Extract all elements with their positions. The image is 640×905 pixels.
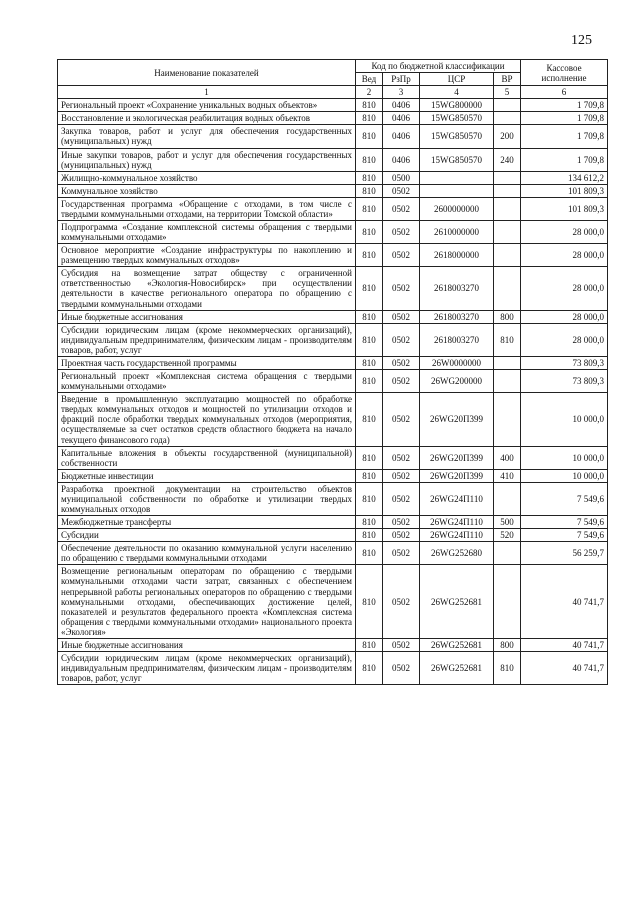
row-vr bbox=[494, 221, 521, 244]
row-vr: 500 bbox=[494, 516, 521, 529]
row-vr: 400 bbox=[494, 446, 521, 469]
table-row bbox=[58, 112, 608, 125]
table-row bbox=[58, 148, 608, 171]
row-vr bbox=[494, 482, 521, 515]
row-name: Капитальные вложения в объекты государственной (муниципальной) собственности bbox=[58, 446, 356, 469]
row-rzpr: 0406 bbox=[383, 99, 420, 112]
row-vr bbox=[494, 244, 521, 267]
row-rzpr: 0502 bbox=[383, 184, 420, 197]
row-amount: 1 709,8 bbox=[521, 148, 608, 171]
row-rzpr: 0502 bbox=[383, 529, 420, 542]
row-name: Подпрограмма «Создание комплексной системы обращения с твердыми коммунальными отходами» bbox=[58, 221, 356, 244]
row-vr bbox=[494, 370, 521, 393]
header-rzpr: РзПр bbox=[383, 73, 420, 86]
row-ved: 810 bbox=[356, 446, 383, 469]
row-name: Субсидии bbox=[58, 529, 356, 542]
row-ved: 810 bbox=[356, 112, 383, 125]
row-name: Иные закупки товаров, работ и услуг для обеспечения государственных (муниципальных) нужд bbox=[58, 148, 356, 171]
row-amount: 40 741,7 bbox=[521, 638, 608, 651]
page-number: 125 bbox=[571, 33, 592, 48]
row-name: Субсидия на возмещение затрат обществу с ограниченной ответственностью «Экология-Новосибирск» при осуществлении деятельности в качестве регионального оператора по обращению с твердыми коммунальными отходами bbox=[58, 267, 356, 310]
row-rzpr: 0502 bbox=[383, 221, 420, 244]
row-ved: 810 bbox=[356, 638, 383, 651]
row-vr: 810 bbox=[494, 323, 521, 356]
row-amount: 28 000,0 bbox=[521, 267, 608, 310]
row-rzpr: 0406 bbox=[383, 112, 420, 125]
row-name: Государственная программа «Обращение с отходами, в том числе с твердыми коммунальными отходами, на территории Томской области» bbox=[58, 197, 356, 220]
row-csr: 26W0000000 bbox=[420, 356, 494, 369]
row-rzpr: 0502 bbox=[383, 516, 420, 529]
row-vr bbox=[494, 184, 521, 197]
row-name: Жилищно-коммунальное хозяйство bbox=[58, 171, 356, 184]
header-csr: ЦСР bbox=[420, 73, 494, 86]
row-name: Иные бюджетные ассигнования bbox=[58, 310, 356, 323]
row-ved: 810 bbox=[356, 393, 383, 446]
row-ved: 810 bbox=[356, 482, 383, 515]
header-cash: Кассовое исполнение bbox=[521, 60, 608, 86]
budget-table bbox=[57, 59, 608, 685]
table-row bbox=[58, 244, 608, 267]
row-vr bbox=[494, 112, 521, 125]
header-name: Наименование показателей bbox=[58, 60, 356, 86]
table-row bbox=[58, 542, 608, 565]
row-name: Обеспечение деятельности по оказанию коммунальной услуги населению по обращению с твердыми коммунальными отходами bbox=[58, 542, 356, 565]
table-row bbox=[58, 356, 608, 369]
column-number: 1 bbox=[58, 86, 356, 99]
row-amount: 40 741,7 bbox=[521, 565, 608, 639]
row-amount: 7 549,6 bbox=[521, 482, 608, 515]
row-vr: 800 bbox=[494, 310, 521, 323]
row-csr: 15WG850570 bbox=[420, 148, 494, 171]
row-ved: 810 bbox=[356, 323, 383, 356]
row-name: Субсидии юридическим лицам (кроме некоммерческих организаций), индивидуальным предпринимателям, физическим лицам - производителям товаров, работ, услуг bbox=[58, 651, 356, 684]
row-rzpr: 0502 bbox=[383, 393, 420, 446]
row-ved: 810 bbox=[356, 125, 383, 148]
row-csr: 26WG252680 bbox=[420, 542, 494, 565]
row-ved: 810 bbox=[356, 171, 383, 184]
row-rzpr: 0502 bbox=[383, 565, 420, 639]
row-vr: 810 bbox=[494, 651, 521, 684]
row-name: Восстановление и экологическая реабилитация водных объектов bbox=[58, 112, 356, 125]
column-number: 6 bbox=[521, 86, 608, 99]
row-ved: 810 bbox=[356, 529, 383, 542]
table-row bbox=[58, 184, 608, 197]
row-name: Иные бюджетные ассигнования bbox=[58, 638, 356, 651]
row-rzpr: 0502 bbox=[383, 446, 420, 469]
row-name: Основное мероприятие «Создание инфраструктуры по накоплению и размещению твердых коммунальных отходов» bbox=[58, 244, 356, 267]
table-row bbox=[58, 221, 608, 244]
column-number: 4 bbox=[420, 86, 494, 99]
row-rzpr: 0502 bbox=[383, 370, 420, 393]
table-row bbox=[58, 370, 608, 393]
row-name: Региональный проект «Сохранение уникальных водных объектов» bbox=[58, 99, 356, 112]
table-row bbox=[58, 267, 608, 310]
row-amount: 56 259,7 bbox=[521, 542, 608, 565]
row-rzpr: 0502 bbox=[383, 310, 420, 323]
row-amount: 101 809,3 bbox=[521, 184, 608, 197]
column-number: 2 bbox=[356, 86, 383, 99]
row-name: Введение в промышленную эксплуатацию мощностей по обработке твердых коммунальных отходов и мощностей по утилизации отходов и фракций после обработки твердых коммунальных отходов (мероприятия, осуществляемые за счет остатков средств областного бюджета на начало текущего финансового года) bbox=[58, 393, 356, 446]
row-csr: 26WG24П110 bbox=[420, 482, 494, 515]
row-name: Межбюджетные трансферты bbox=[58, 516, 356, 529]
row-amount: 73 809,3 bbox=[521, 370, 608, 393]
row-amount: 28 000,0 bbox=[521, 221, 608, 244]
row-csr: 2600000000 bbox=[420, 197, 494, 220]
row-vr: 240 bbox=[494, 148, 521, 171]
row-csr: 2610000000 bbox=[420, 221, 494, 244]
table-row bbox=[58, 565, 608, 639]
table-row bbox=[58, 529, 608, 542]
row-ved: 810 bbox=[356, 267, 383, 310]
table-row bbox=[58, 516, 608, 529]
row-ved: 810 bbox=[356, 244, 383, 267]
row-vr bbox=[494, 99, 521, 112]
row-name: Закупка товаров, работ и услуг для обеспечения государственных (муниципальных) нужд bbox=[58, 125, 356, 148]
column-number: 5 bbox=[494, 86, 521, 99]
row-amount: 101 809,3 bbox=[521, 197, 608, 220]
row-amount: 134 612,2 bbox=[521, 171, 608, 184]
row-rzpr: 0406 bbox=[383, 125, 420, 148]
row-rzpr: 0502 bbox=[383, 542, 420, 565]
row-amount: 10 000,0 bbox=[521, 393, 608, 446]
row-ved: 810 bbox=[356, 516, 383, 529]
row-ved: 810 bbox=[356, 184, 383, 197]
table-row bbox=[58, 125, 608, 148]
table-row bbox=[58, 638, 608, 651]
row-csr: 26WG20П399 bbox=[420, 393, 494, 446]
row-amount: 28 000,0 bbox=[521, 244, 608, 267]
row-rzpr: 0502 bbox=[383, 244, 420, 267]
row-ved: 810 bbox=[356, 99, 383, 112]
row-csr bbox=[420, 184, 494, 197]
row-amount: 1 709,8 bbox=[521, 112, 608, 125]
row-vr bbox=[494, 267, 521, 310]
row-name: Разработка проектной документации на строительство объектов муниципальной собственности по обработке и утилизации твердых коммунальных отходов bbox=[58, 482, 356, 515]
row-amount: 10 000,0 bbox=[521, 469, 608, 482]
row-rzpr: 0500 bbox=[383, 171, 420, 184]
row-csr: 26WG252681 bbox=[420, 651, 494, 684]
header-code-group: Код по бюджетной классификации bbox=[356, 60, 521, 73]
row-name: Субсидии юридическим лицам (кроме некоммерческих организаций), индивидуальным предпринимателям, физическим лицам - производителям товаров, работ, услуг bbox=[58, 323, 356, 356]
row-name: Коммунальное хозяйство bbox=[58, 184, 356, 197]
row-vr bbox=[494, 171, 521, 184]
row-vr: 200 bbox=[494, 125, 521, 148]
table-row bbox=[58, 197, 608, 220]
row-ved: 810 bbox=[356, 565, 383, 639]
row-csr: 2618003270 bbox=[420, 310, 494, 323]
row-ved: 810 bbox=[356, 542, 383, 565]
row-csr: 2618000000 bbox=[420, 244, 494, 267]
row-amount: 7 549,6 bbox=[521, 516, 608, 529]
row-csr: 15WG850570 bbox=[420, 125, 494, 148]
row-amount: 1 709,8 bbox=[521, 125, 608, 148]
table-row bbox=[58, 393, 608, 446]
row-csr: 26WG252681 bbox=[420, 565, 494, 639]
row-ved: 810 bbox=[356, 356, 383, 369]
row-amount: 28 000,0 bbox=[521, 323, 608, 356]
row-name: Возмещение региональным операторам по обращению с твердыми коммунальными отходами части затрат, связанных с обеспечением непрерывной работы региональных операторов по обращению с твердыми коммунальными отходами, обеспечивающих достижение целей, показателей и результатов федерального проекта «Комплексная система обращения с твердыми коммунальными отходами» национального проекта «Экология» bbox=[58, 565, 356, 639]
row-csr bbox=[420, 171, 494, 184]
row-amount: 7 549,6 bbox=[521, 529, 608, 542]
row-csr: 26WG20П399 bbox=[420, 469, 494, 482]
row-ved: 810 bbox=[356, 148, 383, 171]
table-row bbox=[58, 651, 608, 684]
table-row bbox=[58, 482, 608, 515]
row-rzpr: 0502 bbox=[383, 267, 420, 310]
row-ved: 810 bbox=[356, 310, 383, 323]
row-rzpr: 0406 bbox=[383, 148, 420, 171]
row-csr: 26WG24П110 bbox=[420, 516, 494, 529]
row-vr bbox=[494, 542, 521, 565]
table-row bbox=[58, 469, 608, 482]
header-vr: ВР bbox=[494, 73, 521, 86]
row-csr: 26WG200000 bbox=[420, 370, 494, 393]
row-ved: 810 bbox=[356, 370, 383, 393]
row-name: Проектная часть государственной программы bbox=[58, 356, 356, 369]
row-csr: 26WG24П110 bbox=[420, 529, 494, 542]
row-ved: 810 bbox=[356, 197, 383, 220]
header-ved: Вед bbox=[356, 73, 383, 86]
row-vr bbox=[494, 197, 521, 220]
row-vr bbox=[494, 356, 521, 369]
row-csr: 15WG850570 bbox=[420, 112, 494, 125]
row-vr: 520 bbox=[494, 529, 521, 542]
row-rzpr: 0502 bbox=[383, 638, 420, 651]
row-name: Региональный проект «Комплексная система обращения с твердыми коммунальными отходами» bbox=[58, 370, 356, 393]
row-csr: 2618003270 bbox=[420, 323, 494, 356]
row-rzpr: 0502 bbox=[383, 356, 420, 369]
row-ved: 810 bbox=[356, 221, 383, 244]
row-amount: 10 000,0 bbox=[521, 446, 608, 469]
row-ved: 810 bbox=[356, 651, 383, 684]
row-vr bbox=[494, 565, 521, 639]
column-number: 3 bbox=[383, 86, 420, 99]
row-vr bbox=[494, 393, 521, 446]
row-amount: 73 809,3 bbox=[521, 356, 608, 369]
row-rzpr: 0502 bbox=[383, 323, 420, 356]
row-csr: 26WG20П399 bbox=[420, 446, 494, 469]
table-row bbox=[58, 310, 608, 323]
row-rzpr: 0502 bbox=[383, 469, 420, 482]
table-row bbox=[58, 446, 608, 469]
row-vr: 800 bbox=[494, 638, 521, 651]
row-amount: 28 000,0 bbox=[521, 310, 608, 323]
row-amount: 1 709,8 bbox=[521, 99, 608, 112]
row-csr: 2618003270 bbox=[420, 267, 494, 310]
table-row bbox=[58, 171, 608, 184]
row-ved: 810 bbox=[356, 469, 383, 482]
row-amount: 40 741,7 bbox=[521, 651, 608, 684]
table-row bbox=[58, 323, 608, 356]
row-csr: 26WG252681 bbox=[420, 638, 494, 651]
row-rzpr: 0502 bbox=[383, 651, 420, 684]
row-csr: 15WG800000 bbox=[420, 99, 494, 112]
row-rzpr: 0502 bbox=[383, 482, 420, 515]
table-row bbox=[58, 99, 608, 112]
table-body bbox=[58, 99, 608, 685]
row-vr: 410 bbox=[494, 469, 521, 482]
row-name: Бюджетные инвестиции bbox=[58, 469, 356, 482]
row-rzpr: 0502 bbox=[383, 197, 420, 220]
